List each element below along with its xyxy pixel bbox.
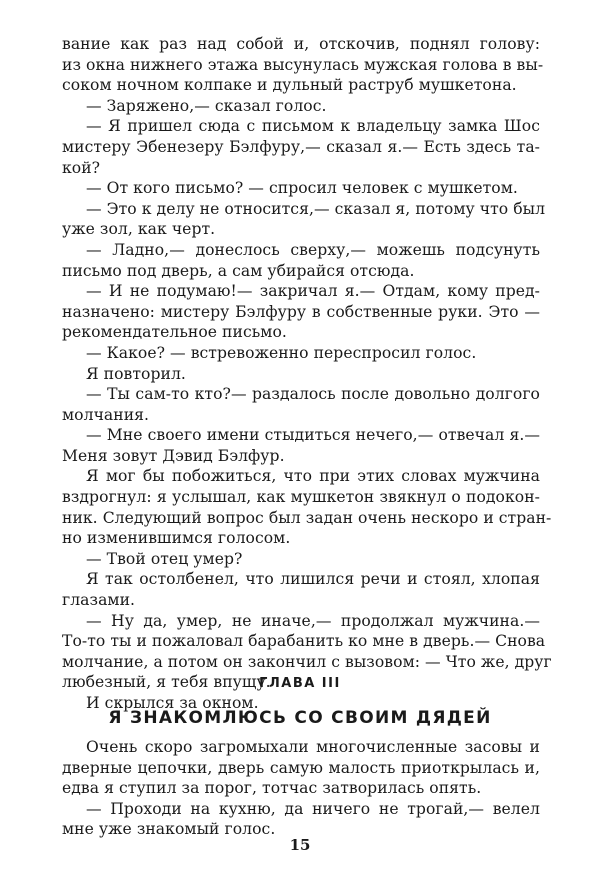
text-line: дверные цепочки, дверь самую малость приоткрылась и, <box>62 758 540 777</box>
text-line: — Проходи на кухню, да ничего не трогай,— велел <box>86 799 540 818</box>
text-line: из окна нижнего этажа высунулась мужская голова в вы- <box>62 55 544 74</box>
text-line: Я мог бы побожиться, что при этих словах мужчина <box>86 467 540 486</box>
text-line: рекомендательное письмо. <box>62 323 287 342</box>
text-line: вание как раз над собой и, отскочив, поднял голову: <box>62 35 540 53</box>
text-line: вздрогнул: я услышал, как мушкетон звякнул о подокон- <box>62 488 540 507</box>
text-line: — Заряжено,— сказал голос. <box>86 96 327 115</box>
text-line: — От кого письмо? — спросил человек с мушкетом. <box>86 179 518 198</box>
text-line: глазами. <box>62 591 136 610</box>
text-line: — Ну да, умер, не иначе,— продолжал мужчина.— <box>86 611 540 630</box>
text-line: Меня зовут Дэвид Бэлфур. <box>62 446 285 465</box>
text-line: Очень скоро загромыхали многочисленные засовы и <box>86 738 540 756</box>
text-line: — Ты сам-то кто?— раздалось после довольно долгого <box>86 385 540 404</box>
text-line: любезный, я тебя впущу. <box>62 673 271 692</box>
text-line: — И не подумаю!— закричал я.— Отдам, кому пред- <box>86 282 540 301</box>
text-line: письмо под дверь, а сам убирайся отсюда. <box>62 261 415 280</box>
page-number: 15 <box>289 836 311 854</box>
text-line: — Какое? — встревоженно переспросил голос. <box>86 343 477 362</box>
text-line: но изменившимся голосом. <box>62 529 291 548</box>
text-line: мистеру Эбенезеру Бэлфуру,— сказал я.— Есть здесь та- <box>62 137 540 156</box>
text-line: — Я пришел сюда с письмом к владельцу замка Шос <box>86 117 540 136</box>
text-line: соком ночном колпаке и дульный раструб мушкетона. <box>62 76 517 95</box>
text-line: кой? <box>62 158 101 177</box>
text-block-bottom <box>62 737 540 840</box>
chapter-title: Я ЗНАКОМЛЮСЬ СО СВОИМ ДЯДЕЙ <box>108 708 492 728</box>
text-line: Я так остолбенел, что лишился речи и стоял, хлопая <box>86 570 540 589</box>
text-line: ник. Следующий вопрос был задан очень нескоро и стран- <box>62 508 552 527</box>
text-line: мне уже знакомый голос. <box>62 820 276 839</box>
text-line: Я повторил. <box>86 364 186 383</box>
text-line: — Мне своего имени стыдиться нечего,— отвечал я.— <box>86 426 540 445</box>
text-line: — Ладно,— донеслось сверху,— можешь подсунуть <box>86 240 540 259</box>
text-line: То-то ты и пожаловал барабанить ко мне в дверь.— Снова <box>62 632 546 651</box>
text-line: — Твой отец умер? <box>86 549 243 568</box>
text-line: молчание, а потом он закончил с вызовом: — Что же, друг <box>62 652 552 671</box>
text-line: И скрылся за окном. <box>86 694 259 712</box>
text-line: назначено: мистеру Бэлфуру в собственные руки. Это — <box>62 302 540 321</box>
chapter-label: ГЛАВА III <box>259 676 341 691</box>
text-line: уже зол, как черт. <box>62 220 216 239</box>
text-line: едва я ступил за порог, тотчас затворилась опять. <box>62 779 482 798</box>
text-block-top <box>62 34 552 714</box>
text-line: — Это к делу не относится,— сказал я, потому что был <box>86 199 546 218</box>
text-line: молчания. <box>62 405 150 424</box>
